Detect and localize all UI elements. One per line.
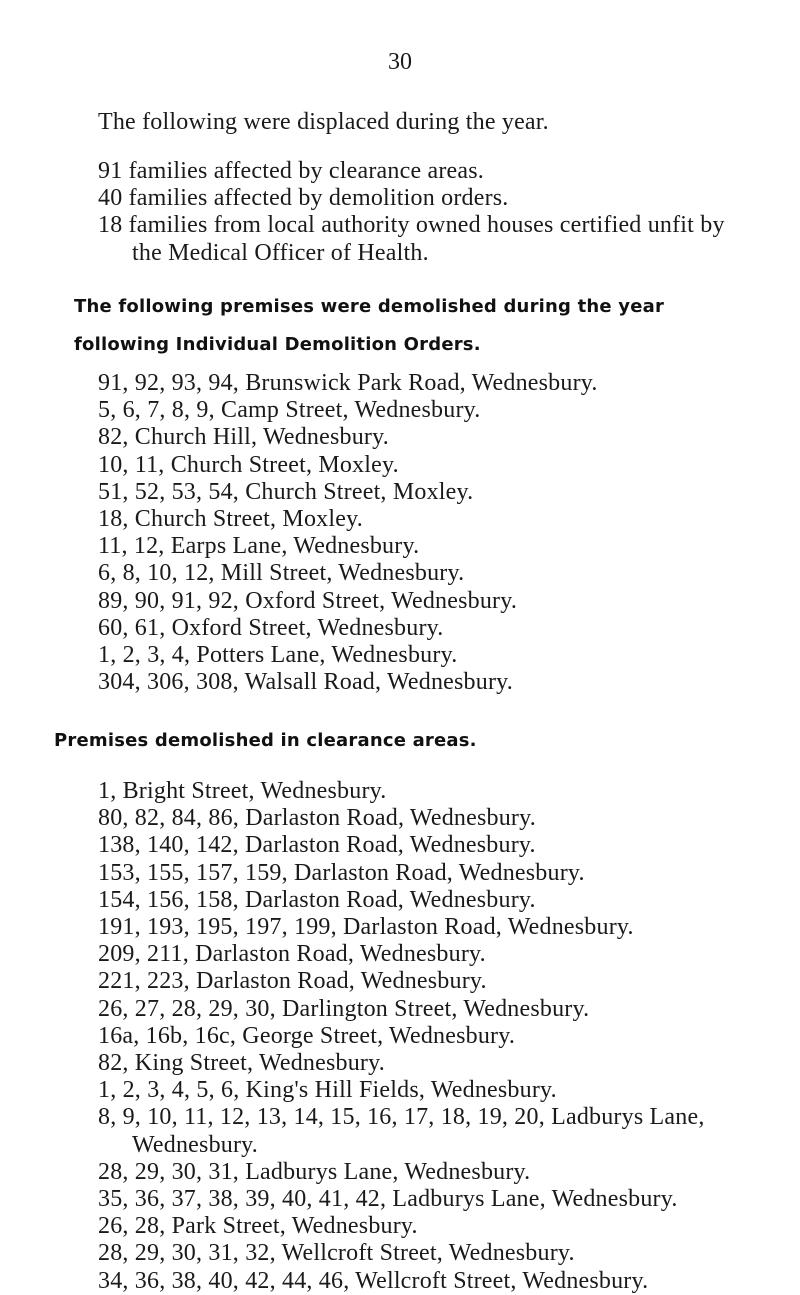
premises-item: 6, 8, 10, 12, Mill Street, Wednesbury. [98,560,465,587]
premises-item: 26, 27, 28, 29, 30, Darlington Street, Wednesbury. [98,995,590,1022]
premises-item: 35, 36, 37, 38, 39, 40, 41, 42, Ladburys Lane, Wednesbury. [98,1186,678,1213]
premises-item: 138, 140, 142, Darlaston Road, Wednesbury. [98,832,536,859]
displaced-list [0,158,800,267]
individual-orders-list [0,370,800,696]
premises-item: 10, 11, Church Street, Moxley. [98,451,399,478]
premises-item: 34, 36, 38, 40, 42, 44, 46, Wellcroft Street, Wednesbury. [98,1267,649,1294]
premises-item: 89, 90, 91, 92, Oxford Street, Wednesbury. [98,587,518,614]
premises-item: 60, 61, Oxford Street, Wednesbury. [98,614,444,641]
clearance-areas-list [0,778,800,1295]
premises-item: 26, 28, Park Street, Wednesbury. [98,1213,418,1240]
displaced-item: 91 families affected by clearance areas. [98,158,484,184]
displaced-intro: The following were displaced during the year. [98,109,549,135]
premises-item: 5, 6, 7, 8, 9, Camp Street, Wednesbury. [98,397,481,424]
premises-item: 51, 52, 53, 54, Church Street, Moxley. [98,478,474,505]
premises-item: 82, Church Hill, Wednesbury. [98,424,389,451]
premises-item: 304, 306, 308, Walsall Road, Wednesbury. [98,669,513,696]
premises-item: 153, 155, 157, 159, Darlaston Road, Wednesbury. [98,859,585,886]
premises-item: 11, 12, Earps Lane, Wednesbury. [98,533,420,560]
premises-item: 91, 92, 93, 94, Brunswick Park Road, Wednesbury. [98,370,598,396]
premises-item: 28, 29, 30, 31, 32, Wellcroft Street, Wednesbury. [98,1240,575,1267]
displaced-item: 18 families from local authority owned houses certified unfit by the Medical Officer of Health. [98,212,725,266]
premises-item: 191, 193, 195, 197, 199, Darlaston Road, Wednesbury. [98,914,634,941]
premises-item: 8, 9, 10, 11, 12, 13, 14, 15, 16, 17, 18, 19, 20, Ladburys Lane, Wednesbury. [98,1104,705,1158]
premises-item: 1, 2, 3, 4, 5, 6, King's Hill Fields, Wednesbury. [98,1077,557,1104]
premises-item: 1, Bright Street, Wednesbury. [98,778,387,804]
premises-item: 1, 2, 3, 4, Potters Lane, Wednesbury. [98,642,458,669]
premises-item: 154, 156, 158, Darlaston Road, Wednesbury. [98,886,536,913]
premises-item: 28, 29, 30, 31, Ladburys Lane, Wednesbury. [98,1158,531,1185]
page-number: 30 [388,49,412,75]
premises-item: 82, King Street, Wednesbury. [98,1050,385,1077]
premises-item: 16a, 16b, 16c, George Street, Wednesbury. [98,1022,516,1049]
premises-item: 209, 211, Darlaston Road, Wednesbury. [98,941,486,968]
displaced-item: 40 families affected by demolition orders. [98,185,509,212]
clearance-areas-heading: Premises demolished in clearance areas. [54,730,477,751]
premises-item: 80, 82, 84, 86, Darlaston Road, Wednesbury. [98,805,536,832]
individual-orders-heading: The following premises were demolished during the year following Individual Demolition Orders. [74,296,665,355]
premises-item: 18, Church Street, Moxley. [98,506,363,533]
premises-item: 221, 223, Darlaston Road, Wednesbury. [98,968,487,995]
